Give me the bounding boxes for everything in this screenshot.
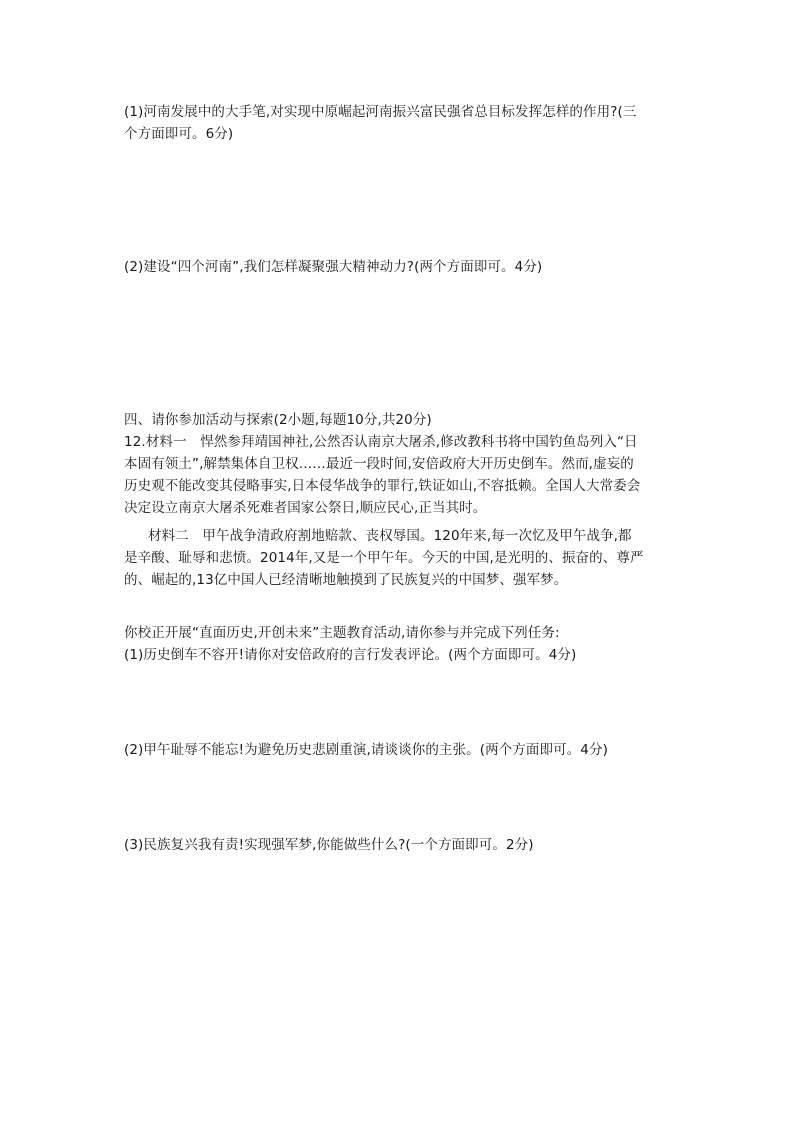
task-intro: 你校正开展“直面历史,开创未来”主题教育活动,请你参与并完成下列任务: <box>124 625 560 641</box>
section-heading: 四、请你参加活动与探索(2小题,每题10分,共20分) <box>124 412 432 428</box>
material-text-line: 决定设立南京大屠杀死难者国家公祭日,顺应民心,正当其时。 <box>124 500 487 516</box>
question-text-line: 个方面即可。6分) <box>124 126 234 142</box>
material-text-line: 材料二 甲午战争清政府割地赔款、丧权辱国。120年来,每一次忆及甲午战争,都 <box>148 528 632 544</box>
material-text-line: 是辛酸、耻辱和悲愤。2014年,又是一个甲午年。今天的中国,是光明的、振奋的、尊严 <box>124 550 644 566</box>
sub-question-2: (2)甲午耻辱不能忘!为避免历史悲剧重演,请谈谈你的主张。(两个方面即可。4分) <box>124 742 608 758</box>
material-text-line: 12.材料一 悍然参拜靖国神社,公然否认南京大屠杀,修改教科书将中国钓鱼岛列入“日 <box>124 434 638 450</box>
material-text-line: 本固有领土”,解禁集体自卫权……最近一段时间,安倍政府大开历史倒车。然而,虚妄的 <box>124 456 634 472</box>
question-11-part-2: (2)建设“四个河南”,我们怎样凝聚强大精神动力?(两个方面即可。4分) <box>124 259 543 275</box>
material-text-line: 历史观不能改变其侵略事实,日本侵华战争的罪行,铁证如山,不容抵赖。全国人大常委会 <box>124 478 641 494</box>
sub-question-3: (3)民族复兴我有责!实现强军梦,你能做些什么?(一个方面即可。2分) <box>124 837 534 853</box>
sub-question-1: (1)历史倒车不容开!请你对安倍政府的言行发表评论。(两个方面即可。4分) <box>124 647 577 663</box>
question-text-line: (1)河南发展中的大手笔,对实现中原崛起河南振兴富民强省总目标发挥怎样的作用?(三 <box>124 104 637 120</box>
material-text-line: 的、崛起的,13亿中国人已经清晰地触摸到了民族复兴的中国梦、强军梦。 <box>124 572 568 588</box>
